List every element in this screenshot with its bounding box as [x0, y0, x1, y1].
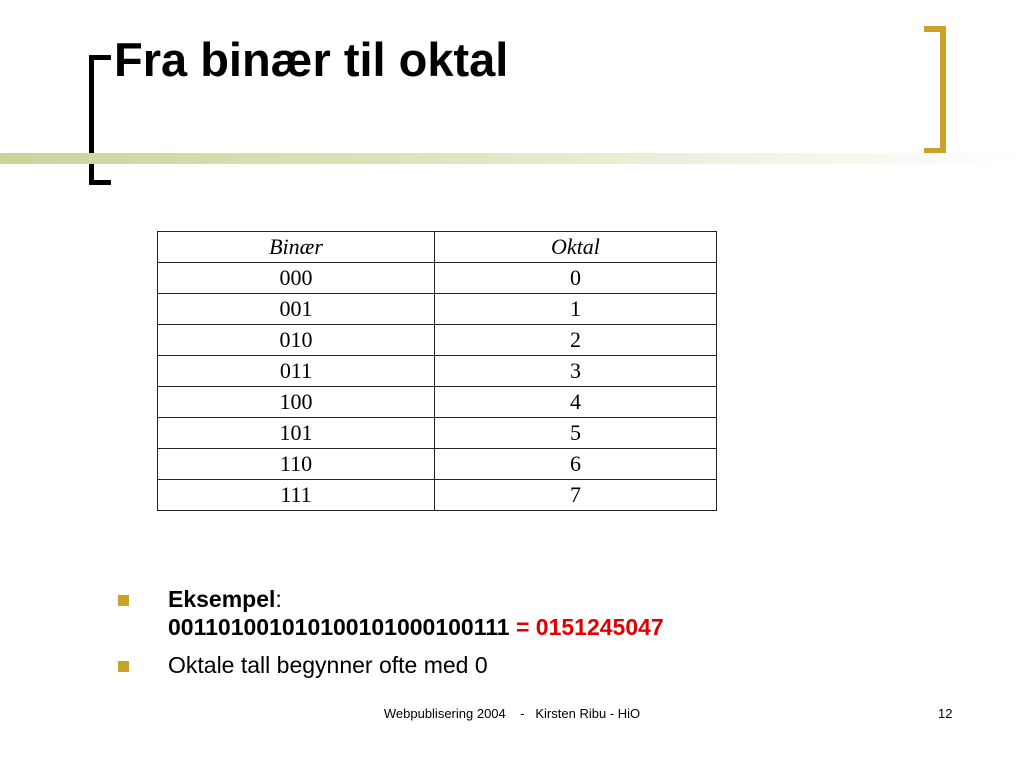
note-text: Oktale tall begynner ofte med 0 — [168, 652, 488, 678]
example-binary-value: 001101001010100101000100111 — [168, 614, 510, 640]
binary-cell: 100 — [158, 387, 435, 418]
footer-text: Webpublisering 2004 - Kirsten Ribu - HiO — [383, 706, 641, 721]
column-header-binary: Binær — [158, 232, 435, 263]
octal-cell: 5 — [435, 418, 717, 449]
right-bracket-decoration — [924, 26, 946, 154]
binary-cell: 000 — [158, 263, 435, 294]
binary-cell: 110 — [158, 449, 435, 480]
binary-cell: 001 — [158, 294, 435, 325]
octal-cell: 1 — [435, 294, 717, 325]
example-label: Eksempel — [168, 586, 276, 612]
table-row — [158, 387, 717, 418]
octal-cell: 7 — [435, 480, 717, 511]
octal-cell: 3 — [435, 356, 717, 387]
binary-cell: 010 — [158, 325, 435, 356]
example-octal-result: = 0151245047 — [509, 614, 664, 640]
page-number: 12 — [938, 706, 953, 721]
title-underline-band — [0, 153, 1024, 164]
table-row — [158, 356, 717, 387]
example-colon: : — [275, 586, 282, 612]
binary-cell: 011 — [158, 356, 435, 387]
table-row — [158, 418, 717, 449]
slide-title: Fra binær til oktal — [114, 33, 509, 86]
table-row — [158, 480, 717, 511]
octal-cell: 4 — [435, 387, 717, 418]
column-header-octal: Oktal — [435, 232, 717, 263]
binary-cell: 111 — [158, 480, 435, 511]
table-row — [158, 325, 717, 356]
square-bullet-icon — [118, 661, 129, 672]
table-row — [158, 263, 717, 294]
square-bullet-icon — [118, 595, 129, 606]
binary-octal-table — [157, 231, 717, 511]
table-header-row — [158, 232, 717, 263]
binary-cell: 101 — [158, 418, 435, 449]
left-bracket-decoration — [89, 55, 111, 185]
octal-cell: 6 — [435, 449, 717, 480]
table-row — [158, 294, 717, 325]
octal-cell: 0 — [435, 263, 717, 294]
table-row — [158, 449, 717, 480]
octal-cell: 2 — [435, 325, 717, 356]
